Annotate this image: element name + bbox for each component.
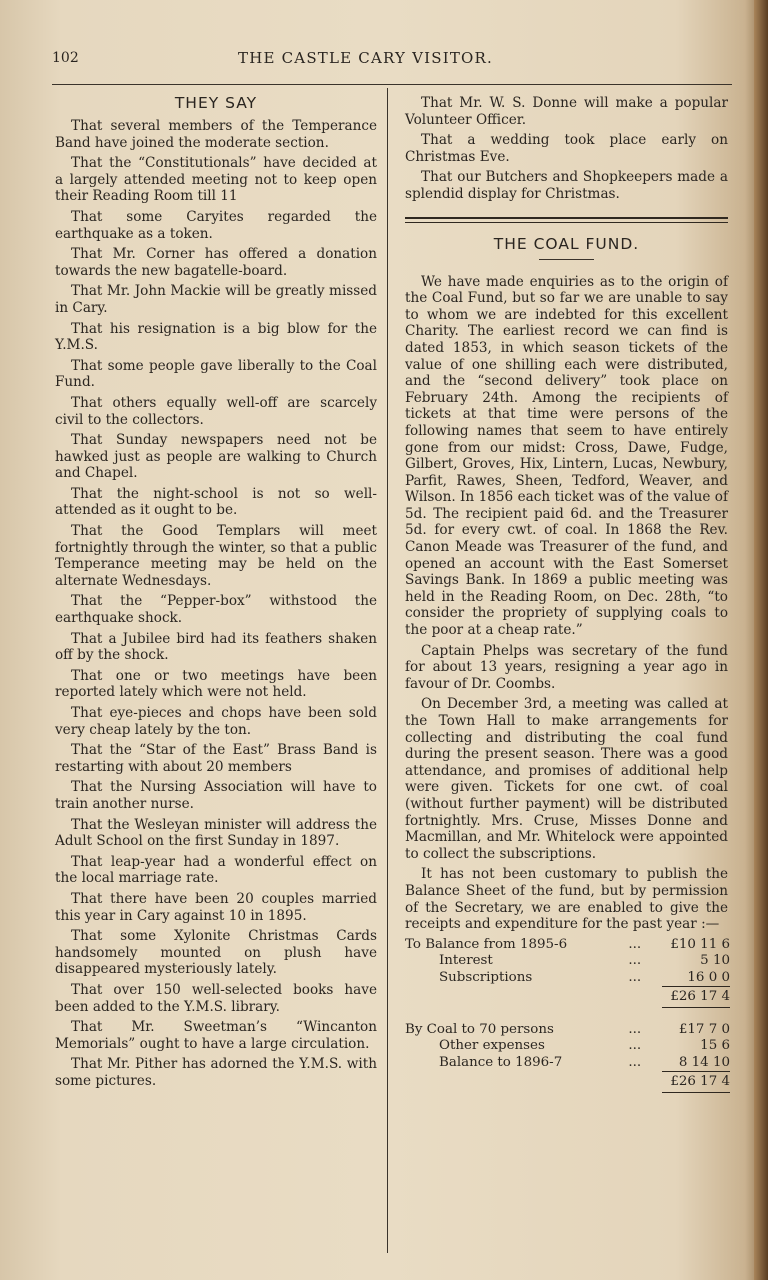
page-number: 102 [52,50,79,66]
expenditure-label: By Coal to 70 persons [405,1021,554,1037]
left-column [55,94,377,1093]
receipt-label: To Balance from 1895-6 [405,936,568,952]
they-say-item: That our Butchers and Shopkeepers made a splendid display for Christmas. [405,169,728,202]
balance-sheet [405,937,730,1093]
receipt-row [405,953,730,970]
leader-dots: ... [628,1038,642,1054]
expenditure-amount: £17 7 0 [678,1021,730,1037]
they-say-item: That Mr. Corner has offered a donation towards the new bagatelle-board. [55,246,377,279]
they-say-item: That Mr. Pither has adorned the Y.M.S. with some pictures. [55,1056,377,1089]
they-say-item: That the “Star of the East” Brass Band is restarting with about 20 members [55,742,377,775]
they-say-item: That several members of the Temperance Band have joined the moderate section. [55,118,377,151]
they-say-item: That the night-school is not so well-attended as it ought to be. [55,485,377,519]
heading-underline [539,259,594,260]
expenditure-total-row [405,1071,730,1093]
coal-fund-paragraph: We have made enquiries as to the origin of the Coal Fund, but so far we are unable to say to whom we are indebted for this excellent Charity. The earliest record we can find is dated 1853, in which season tickets of the value of one shilling each were distributed, and the “second delivery” took place on February 24th. Among the recipients of tickets at that time were persons of the following names that seem to have entirely gone from our midst: Cross, Dawe, Fudge, Gilbert, Groves, Hix, Lintern, Lucas, Newbury, Parfit, Rawes, Sheen, Tedford, Weaver, and Wilson. In 1856 each ticket was of the value of 5d. The recipient paid 6d. and the Treasurer 5d. for every cwt. of coal. In 1868 the Rev. Canon Meade was Treasurer of the fund, and opened an account with the East Somerset Savings Bank. In 1869 a public meeting was held in the Reading Room, on Dec. 28th, “to consider the propriety of supplying coals to the poor at a cheap rate.” [405,273,728,639]
they-say-item: That one or two meetings have been reported lately which were not held. [55,667,377,701]
they-say-item: That there have been 20 couples married this year in Cary against 10 in 1895. [55,890,377,924]
they-say-item: That some Caryites regarded the earthquake as a token. [55,208,377,242]
column-divider [387,88,388,1253]
leader-dots: ... [628,936,642,952]
they-say-heading: THEY SAY [174,94,258,112]
they-say-item: That his resignation is a big blow for the Y.M.S. [55,320,377,354]
expenditure-row [405,1055,730,1072]
they-say-item: That leap-year had a wonderful effect on the local marriage rate. [55,853,377,887]
they-say-item: That some Xylonite Christmas Cards handsomely mounted on plush have disappeared mysteriously lately. [55,928,377,978]
right-column [405,95,728,1093]
they-say-item: That over 150 well-selected books have been added to the Y.M.S. library. [55,981,377,1015]
coal-fund-heading: THE COAL FUND. [493,234,640,253]
expenditure-label: Balance to 1896-7 [439,1054,563,1070]
receipt-amount: 5 10 [700,953,730,969]
leader-dots: ... [628,1021,642,1037]
expenditure-label: Other expenses [439,1038,545,1054]
they-say-item: That a wedding took place early on Christmas Eve. [405,132,728,165]
leader-dots: ... [628,1054,642,1070]
they-say-item: That the Good Templars will meet fortnightly through the winter, so that a public Temperance meeting may be held on the alternate Wednesdays. [55,523,377,589]
receipt-label: Subscriptions [439,969,533,985]
receipt-row [405,970,730,987]
they-say-item: That the “Pepper-box” withstood the earthquake shock. [55,593,377,627]
coal-fund-paragraph: It has not been customary to publish the Balance Sheet of the fund, but by permission of the Secretary, we are enabled to give the receipts and expenditure for the past year :— [405,866,728,933]
they-say-item: That Sunday newspapers need not be hawked just as people are walking to Church and Chapel. [55,432,377,482]
expenditure-total: £26 17 4 [662,1071,730,1093]
they-say-item: That a Jubilee bird had its feathers shaken off by the shock. [55,630,377,664]
they-say-item: That some people gave liberally to the Coal Fund. [55,357,377,391]
leader-dots: ... [628,953,642,969]
they-say-list [55,118,377,1089]
they-say-item: That the Wesleyan minister will address the Adult School on the first Sunday in 1897. [55,816,377,850]
coal-fund-paragraph: On December 3rd, a meeting was called at the Town Hall to make arrangements for collecting and distributing the coal fund during the present season. There was a good attendance, and promises of additional help were given. Tickets for one cwt. of coal (without further payment) will be distributed fortnightly. Mrs. Cruse, Misses Donne and Macmillan, and Mr. Whitelock were appointed to collect the subscriptions. [405,696,728,862]
they-say-item: That Mr. W. S. Donne will make a popular Volunteer Officer. [405,95,728,128]
they-say-item: That Mr. John Mackie will be greatly missed in Cary. [55,283,377,316]
receipt-label: Interest [439,953,493,969]
they-say-item: That the “Constitutionals” have decided at a largely attended meeting not to keep open their Reading Room till 11 [55,155,377,205]
section-divider-thin [405,222,728,223]
they-say-item: That eye-pieces and chops have been sold very cheap lately by the ton. [55,705,377,738]
receipts-total: £26 17 4 [662,986,730,1008]
they-say-item: That others equally well-off are scarcely civil to the collectors. [55,394,377,428]
expenditure-amount: 15 6 [700,1038,730,1054]
section-divider-thick [405,217,728,219]
receipt-amount: 16 0 0 [687,969,730,985]
receipt-amount: £10 11 6 [670,936,730,952]
header-rule [52,84,732,85]
expenditure-row [405,1038,730,1055]
receipt-total-row [405,986,730,1008]
receipt-row [405,937,730,954]
leader-dots: ... [628,969,642,985]
they-say-item: That the Nursing Association will have to train another nurse. [55,779,377,812]
expenditure-row [405,1022,730,1039]
magazine-title: THE CASTLE CARY VISITOR. [238,49,494,67]
coal-fund-paragraph: Captain Phelps was secretary of the fund for about 13 years, resigning a year ago in favour of Dr. Coombs. [405,642,728,692]
they-say-item: That Mr. Sweetman’s “Wincanton Memorials” ought to have a large circulation. [55,1019,377,1052]
expenditure-amount: 8 14 10 [678,1054,730,1070]
